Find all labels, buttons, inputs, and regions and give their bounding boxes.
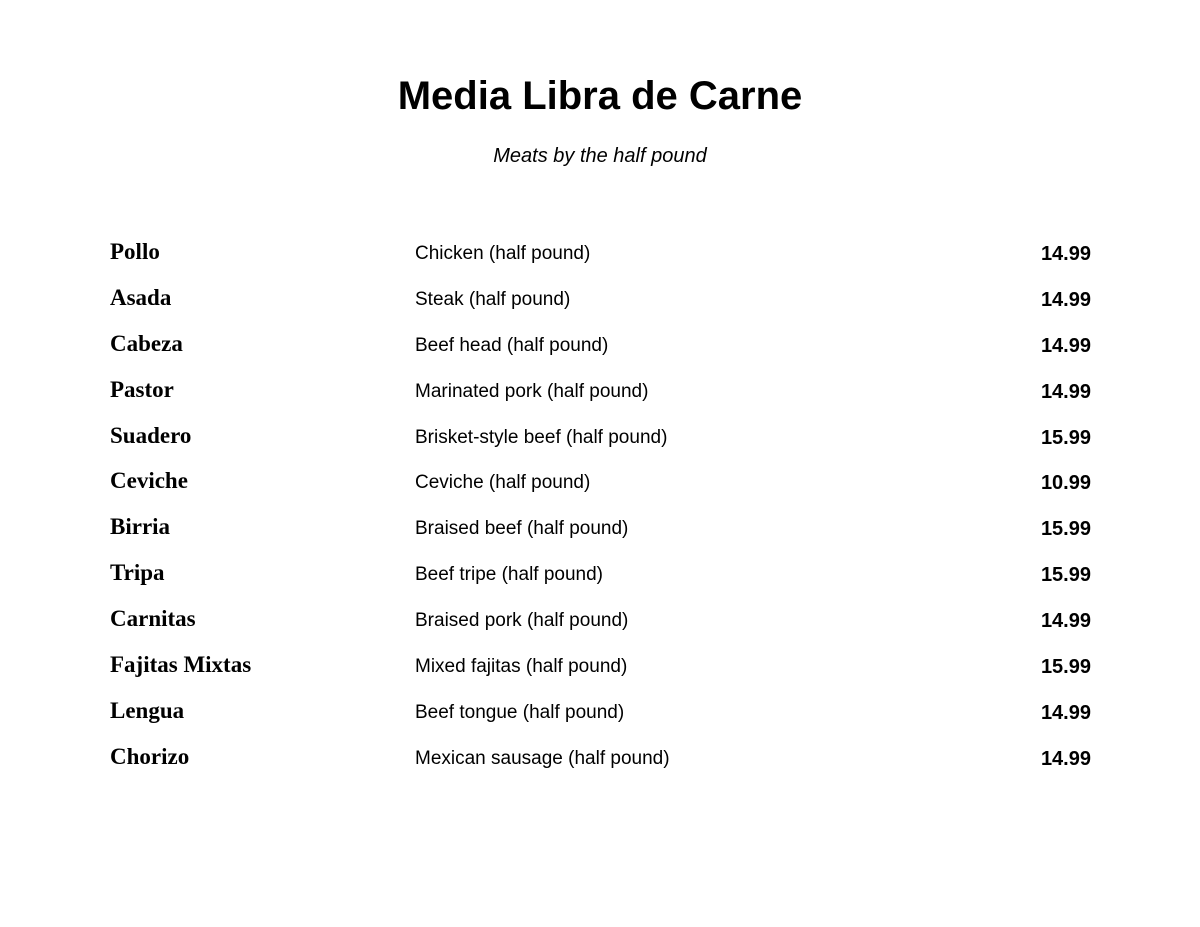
menu-item-price: 14.99 — [1040, 243, 1091, 265]
menu-item — [0, 737, 1200, 783]
menu-item-description: Braised beef (half pound) — [415, 518, 629, 540]
menu-item-description: Beef tongue (half pound) — [415, 701, 625, 723]
menu-item — [0, 645, 1200, 691]
menu-item-price: 14.99 — [1040, 610, 1091, 633]
menu-item — [0, 416, 1200, 462]
menu-item — [0, 599, 1200, 645]
menu-item-name: Chorizo — [110, 743, 190, 769]
menu-item-price: 14.99 — [1040, 380, 1091, 403]
menu-item-name: Birria — [110, 514, 171, 540]
menu-list — [0, 232, 1200, 783]
menu-item-name: Asada — [110, 284, 172, 310]
menu-item-price: 14.99 — [1040, 288, 1091, 311]
menu-item-price: 14.99 — [1040, 334, 1091, 357]
menu-item-name: Lengua — [110, 697, 185, 723]
menu-item-price: 10.99 — [1040, 472, 1091, 495]
menu-item-price: 15.99 — [1040, 518, 1091, 541]
menu-item — [0, 507, 1200, 553]
menu-item-price: 14.99 — [1040, 701, 1091, 724]
menu-item-description: Braised pork (half pound) — [415, 610, 629, 632]
menu-item-price: 15.99 — [1040, 564, 1091, 587]
menu-item — [0, 232, 1200, 278]
menu-item-name: Carnitas — [110, 606, 196, 632]
menu-item — [0, 370, 1200, 416]
menu-item — [0, 278, 1200, 324]
menu-item-name: Tripa — [110, 560, 165, 586]
menu-item-description: Beef tripe (half pound) — [415, 564, 604, 586]
menu-item-description: Mexican sausage (half pound) — [415, 747, 670, 769]
menu-item-name: Fajitas Mixtas — [110, 652, 252, 678]
menu-item — [0, 691, 1200, 737]
menu-item — [0, 324, 1200, 370]
page-title: Media Libra de Carne — [397, 74, 803, 118]
menu-item-name: Cabeza — [110, 330, 183, 356]
menu-item-description: Brisket-style beef (half pound) — [415, 426, 668, 448]
menu-item — [0, 461, 1200, 507]
menu-item-description: Ceviche (half pound) — [415, 472, 591, 494]
menu-item-price: 15.99 — [1040, 426, 1091, 449]
menu-item-name: Suadero — [110, 422, 192, 448]
menu-item-description: Mixed fajitas (half pound) — [415, 656, 628, 678]
menu-item — [0, 553, 1200, 599]
menu-item-name: Pollo — [110, 239, 160, 264]
menu-item-description: Beef head (half pound) — [415, 334, 609, 356]
page-subtitle: Meats by the half pound — [493, 145, 707, 167]
menu-item-description: Marinated pork (half pound) — [415, 380, 649, 402]
menu-item-price: 14.99 — [1040, 747, 1091, 770]
menu-item-description: Chicken (half pound) — [415, 243, 591, 264]
menu-item-description: Steak (half pound) — [415, 288, 571, 310]
menu-item-price: 15.99 — [1040, 656, 1091, 679]
menu-item-name: Ceviche — [110, 468, 188, 494]
menu-item-name: Pastor — [110, 376, 174, 402]
